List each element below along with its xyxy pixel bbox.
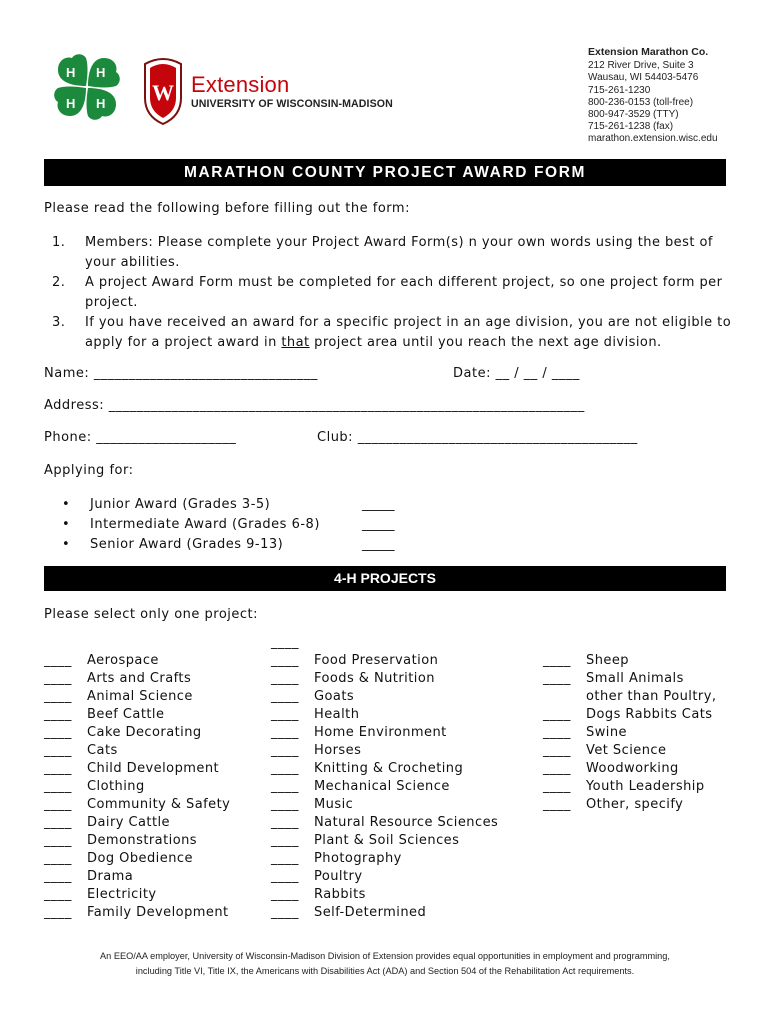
- project-label: Music: [314, 797, 354, 812]
- project-blank[interactable]: ____: [271, 725, 299, 740]
- contact-line: 715-261-1230: [588, 84, 651, 96]
- project-blank[interactable]: ____: [271, 905, 299, 920]
- svg-text:H: H: [66, 96, 76, 111]
- project-label: Horses: [314, 743, 362, 758]
- project-option[interactable]: [44, 796, 230, 814]
- project-label: Food Preservation: [314, 653, 439, 668]
- project-option[interactable]: [543, 670, 716, 688]
- project-label: Goats: [314, 689, 355, 704]
- contact-line: Wausau, WI 54403-5476: [588, 72, 699, 84]
- project-option[interactable]: [543, 778, 716, 796]
- project-blank[interactable]: ____: [271, 653, 299, 668]
- project-option[interactable]: [44, 760, 230, 778]
- project-option[interactable]: [44, 814, 230, 832]
- eeo-footer: [40, 949, 730, 979]
- project-blank[interactable]: ____: [271, 797, 299, 812]
- project-blank[interactable]: ____: [271, 671, 299, 686]
- footer-line: An EEO/AA employer, University of Wisconsin-Madison Division of Extension provides equal opportunities in employment and programming,: [100, 951, 670, 961]
- project-label: Community & Safety: [87, 797, 231, 812]
- university-name: UNIVERSITY OF WISCONSIN-MADISON: [191, 98, 393, 110]
- projects-column-2: [271, 652, 498, 922]
- project-option[interactable]: [271, 670, 498, 688]
- project-option[interactable]: [44, 742, 230, 760]
- project-option[interactable]: [271, 724, 498, 742]
- project-blank[interactable]: ____: [271, 743, 299, 758]
- projects-heading: 4-H PROJECTS: [44, 566, 726, 591]
- contact-line: 800-947-3529 (TTY): [588, 109, 679, 121]
- project-blank[interactable]: ____: [44, 851, 72, 866]
- org-name: Extension Marathon Co.: [588, 46, 709, 58]
- project-blank[interactable]: ____: [44, 671, 72, 686]
- project-blank[interactable]: ____: [543, 653, 571, 668]
- project-label: Poultry: [314, 869, 363, 884]
- project-blank[interactable]: ____: [44, 743, 72, 758]
- project-label: Dogs Rabbits Cats: [586, 707, 713, 722]
- project-label: Mechanical Science: [314, 779, 450, 794]
- project-option[interactable]: [44, 724, 230, 742]
- contact-block: [588, 46, 718, 146]
- project-blank[interactable]: ____: [44, 887, 72, 902]
- project-blank[interactable]: ____: [271, 707, 299, 722]
- extension-wordmark: Extension: [191, 72, 290, 97]
- contact-line: 800-236-0153 (toll-free): [588, 96, 694, 108]
- project-option[interactable]: [44, 832, 230, 850]
- project-blank[interactable]: ____: [271, 779, 299, 794]
- project-blank[interactable]: ____: [543, 671, 571, 686]
- project-label: Sheep: [586, 653, 629, 668]
- project-blank[interactable]: ____: [271, 815, 299, 830]
- award-blank-field[interactable]: _____: [362, 537, 395, 552]
- project-label: Clothing: [87, 779, 145, 794]
- project-blank[interactable]: ____: [271, 887, 299, 902]
- project-label: Small Animals: [586, 671, 684, 686]
- project-label: Electricity: [87, 887, 157, 902]
- club-field[interactable]: Club: ________________________________________: [317, 430, 638, 445]
- project-option[interactable]: [271, 850, 498, 868]
- project-label: other than Poultry,: [586, 689, 717, 704]
- project-label: Beef Cattle: [87, 707, 165, 722]
- award-blanks: [362, 495, 395, 555]
- project-option[interactable]: [543, 760, 716, 778]
- project-blank-extra[interactable]: ____: [271, 635, 299, 650]
- project-option[interactable]: [44, 778, 230, 796]
- project-blank[interactable]: ____: [543, 707, 571, 722]
- project-option[interactable]: [44, 904, 230, 922]
- award-blank-field[interactable]: _____: [362, 517, 395, 532]
- footer-line: including Title VI, Title IX, the Americans with Disabilities Act (ADA) and Section 504 of the Rehabilitation Act requirements.: [135, 966, 635, 976]
- project-option[interactable]: [271, 832, 498, 850]
- project-blank[interactable]: ____: [44, 905, 72, 920]
- project-option[interactable]: [44, 706, 230, 724]
- project-blank[interactable]: ____: [44, 869, 72, 884]
- project-label: Swine: [586, 725, 627, 740]
- project-blank[interactable]: ____: [271, 869, 299, 884]
- project-label: Foods & Nutrition: [314, 671, 435, 686]
- project-label: Cats: [87, 743, 118, 758]
- project-label: Knitting & Crocheting: [314, 761, 464, 776]
- project-label: Health: [314, 707, 360, 722]
- project-option[interactable]: [44, 652, 230, 670]
- project-label: Aerospace: [87, 653, 159, 668]
- project-blank[interactable]: ____: [543, 743, 571, 758]
- project-label: Other, specify: [586, 797, 684, 812]
- project-blank[interactable]: ____: [543, 797, 571, 812]
- instructions-list: [52, 233, 742, 353]
- project-option[interactable]: [271, 706, 498, 724]
- project-blank[interactable]: ____: [543, 725, 571, 740]
- project-option[interactable]: [271, 760, 498, 778]
- project-option[interactable]: [271, 652, 498, 670]
- project-option[interactable]: [44, 670, 230, 688]
- project-option[interactable]: [271, 814, 498, 832]
- applying-for-label: Applying for:: [44, 463, 134, 478]
- instruction-item: 3. If you have received an award for a specific project in an age division, you are not eligible to apply for a project award in that project area until you reach the next age division.: [52, 315, 732, 350]
- project-label: Dog Obedience: [87, 851, 193, 866]
- phone-field[interactable]: Phone: ____________________: [44, 430, 237, 445]
- project-option[interactable]: [271, 742, 498, 760]
- project-blank[interactable]: ____: [44, 725, 72, 740]
- project-blank[interactable]: ____: [44, 797, 72, 812]
- project-blank[interactable]: ____: [44, 833, 72, 848]
- project-label: Dairy Cattle: [87, 815, 171, 830]
- project-blank[interactable]: ____: [271, 833, 299, 848]
- project-option[interactable]: [543, 796, 716, 814]
- instruction-item: 2. A project Award Form must be completed for each different project, so one project form per project.: [52, 275, 723, 310]
- contact-line: 212 River Drive, Suite 3: [588, 60, 694, 72]
- project-option[interactable]: [271, 904, 498, 922]
- project-blank[interactable]: ____: [271, 761, 299, 776]
- contact-line: marathon.extension.wisc.edu: [588, 133, 718, 145]
- project-blank[interactable]: ____: [44, 653, 72, 668]
- project-option[interactable]: [543, 688, 716, 706]
- project-label: Plant & Soil Sciences: [314, 833, 460, 848]
- projects-column-3: [543, 652, 716, 814]
- award-options: [62, 495, 320, 555]
- project-label: Child Development: [87, 761, 220, 776]
- project-label: Youth Leadership: [586, 779, 705, 794]
- project-option[interactable]: [543, 742, 716, 760]
- date-field[interactable]: Date: __ / __ / ____: [453, 366, 580, 381]
- project-label: Woodworking: [586, 761, 679, 776]
- project-label: Vet Science: [586, 743, 667, 758]
- award-option: • Senior Award (Grades 9-13): [62, 537, 284, 552]
- projects-column-1: [44, 652, 230, 922]
- project-label: Home Environment: [314, 725, 447, 740]
- project-blank[interactable]: ____: [44, 707, 72, 722]
- project-label: Cake Decorating: [87, 725, 202, 740]
- project-label: Arts and Crafts: [87, 671, 192, 686]
- project-option[interactable]: [543, 706, 716, 724]
- address-field[interactable]: Address: ____________________________________________________________________: [44, 398, 585, 413]
- project-option[interactable]: [543, 652, 716, 670]
- project-blank[interactable]: [543, 688, 586, 706]
- project-label: Animal Science: [87, 689, 193, 704]
- svg-text:H: H: [66, 65, 76, 80]
- project-blank[interactable]: ____: [44, 761, 72, 776]
- project-option[interactable]: [44, 688, 230, 706]
- project-label: Rabbits: [314, 887, 366, 902]
- project-blank[interactable]: ____: [44, 689, 72, 704]
- name-field[interactable]: Name: ________________________________: [44, 366, 318, 381]
- award-option: • Intermediate Award (Grades 6-8): [62, 517, 320, 532]
- award-blank-field[interactable]: _____: [362, 497, 395, 512]
- project-option[interactable]: [44, 886, 230, 904]
- project-option[interactable]: [271, 886, 498, 904]
- project-blank[interactable]: ____: [543, 761, 571, 776]
- project-option[interactable]: [44, 868, 230, 886]
- intro-text: Please read the following before filling out the form:: [44, 201, 410, 216]
- award-option: • Junior Award (Grades 3-5): [62, 497, 271, 512]
- projects-instruction: Please select only one project:: [44, 607, 259, 622]
- project-blank[interactable]: ____: [271, 851, 299, 866]
- form-title: MARATHON COUNTY PROJECT AWARD FORM: [44, 159, 726, 186]
- project-label: Demonstrations: [87, 833, 198, 848]
- project-blank[interactable]: ____: [44, 779, 72, 794]
- project-option[interactable]: [271, 868, 498, 886]
- 4h-clover-logo-icon: [52, 52, 122, 122]
- project-option[interactable]: [271, 778, 498, 796]
- project-blank[interactable]: ____: [543, 779, 571, 794]
- project-blank[interactable]: ____: [44, 815, 72, 830]
- svg-text:H: H: [96, 96, 106, 111]
- project-label: Self-Determined: [314, 905, 427, 920]
- project-label: Family Development: [87, 905, 229, 920]
- project-blank[interactable]: ____: [271, 689, 299, 704]
- project-label: Photography: [314, 851, 402, 866]
- uw-crest-logo-icon: [142, 54, 184, 126]
- svg-text:H: H: [96, 65, 106, 80]
- svg-text:W: W: [152, 80, 174, 105]
- contact-line: 715-261-1238 (fax): [588, 121, 674, 133]
- project-option[interactable]: [44, 850, 230, 868]
- instruction-item: 1. Members: Please complete your Project Award Form(s) n your own words using the best of your abilities.: [52, 235, 713, 270]
- project-option[interactable]: [271, 688, 498, 706]
- project-label: Natural Resource Sciences: [314, 815, 499, 830]
- project-label: Drama: [87, 869, 134, 884]
- project-option[interactable]: [271, 796, 498, 814]
- project-option[interactable]: [543, 724, 716, 742]
